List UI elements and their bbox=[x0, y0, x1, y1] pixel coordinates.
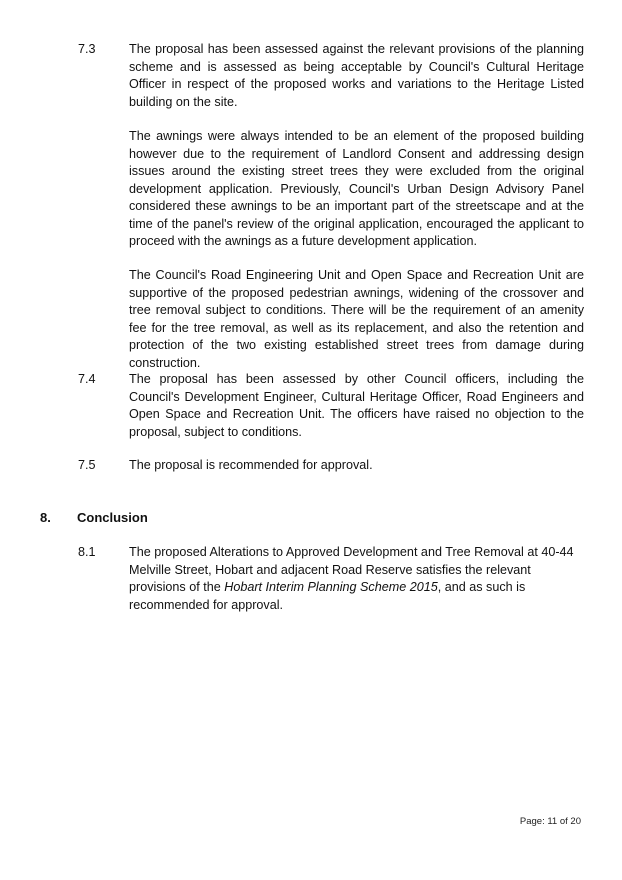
clause-paragraph bbox=[129, 544, 584, 614]
clause-number: 7.3 bbox=[78, 42, 96, 56]
conclusion-text-before: The proposed Alterations to Approved Development and Tree Removal at 40-44 Melville Street, Hobart and adjacent Road Reserve satisfies the relevant provisions of the bbox=[129, 545, 574, 594]
section-title: Conclusion bbox=[77, 510, 148, 525]
section-number: 8. bbox=[40, 510, 51, 525]
clause-paragraph: The proposal has been assessed by other Council officers, including the Council's Development Engineer, Cultural Heritage Officer, Road Engineers and Open Space and Recreation Unit. The officers have raised no objection to the proposal, subject to conditions. bbox=[129, 372, 584, 439]
clause-paragraph: The proposal is recommended for approval. bbox=[129, 458, 373, 472]
planning-scheme-name: Hobart Interim Planning Scheme 2015 bbox=[224, 580, 438, 594]
conclusion-text-after: , and as such is recommended for approval. bbox=[129, 580, 526, 612]
clause-number: 8.1 bbox=[78, 545, 96, 559]
clause-number: 7.5 bbox=[78, 458, 96, 472]
page-number: Page: 11 of 20 bbox=[519, 816, 581, 827]
clause-paragraph: The proposal has been assessed against the relevant provisions of the planning scheme and is assessed as being acceptable by Council's Cultural Heritage Officer in respect of the proposed works and variations to the Heritage Listed building on the site. bbox=[129, 42, 584, 109]
clause-number: 7.4 bbox=[78, 372, 96, 386]
clause-paragraph: The Council's Road Engineering Unit and Open Space and Recreation Unit are supportive of the proposed pedestrian awnings, widening of the crossover and tree removal subject to conditions. There will be the requirement of an amenity fee for the tree removal, as well as its replacement, and also the retention and protection of the two existing established street trees from damage during construction. bbox=[129, 268, 584, 370]
clause-paragraph: The awnings were always intended to be an element of the proposed building however due to the requirement of Landlord Consent and addressing design issues around the existing street trees they were excluded from the original development application. Previously, Council's Urban Design Advisory Panel considered these awnings to be an important part of the streetscape and at the time of the panel's review of the original application, encouraged the applicant to proceed with the awnings as a future development application. bbox=[129, 129, 584, 248]
